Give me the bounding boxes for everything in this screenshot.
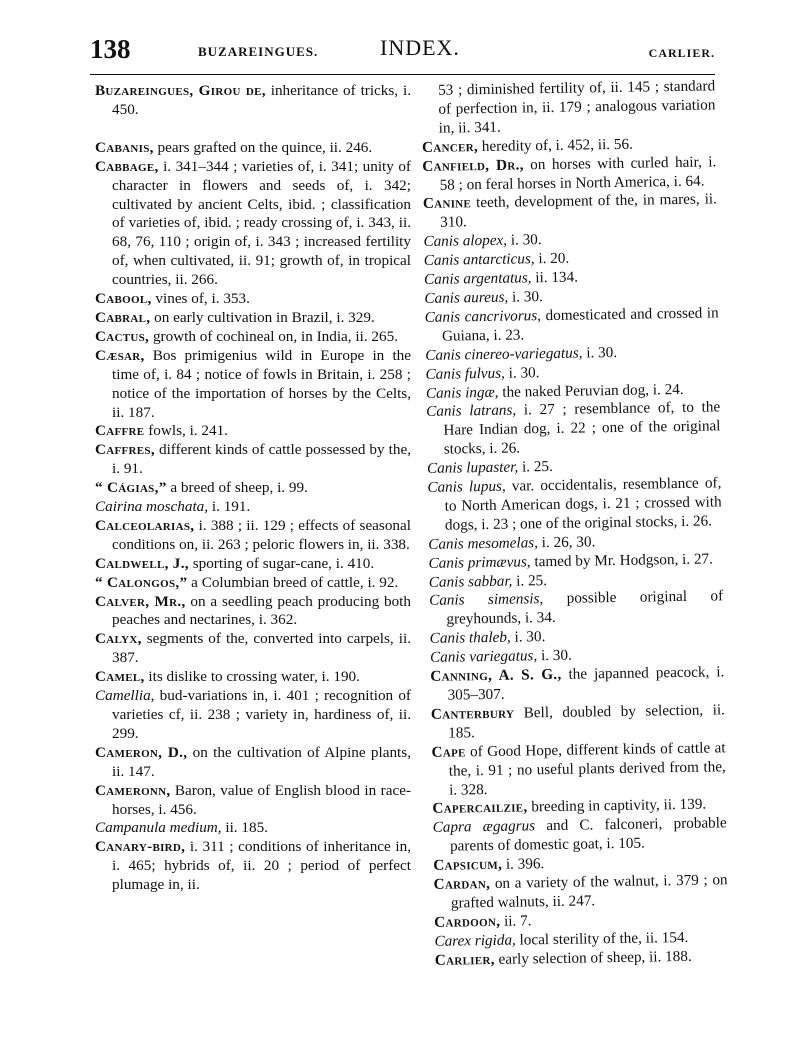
entry-text: local sterility of the, ii. 154. <box>515 928 689 949</box>
index-entry <box>433 871 728 913</box>
entry-headword: Cactus, <box>95 327 150 345</box>
entry-headword: Canis lupaster, <box>426 458 519 478</box>
entry-text: pears grafted on the quince, ii. 246. <box>153 138 373 156</box>
entry-headword: Canis sabbar, <box>428 572 513 591</box>
entry-headword: Cabanis, <box>95 138 154 156</box>
entry-text: inheritance of tricks, i. 450. <box>112 82 411 118</box>
entry-text: on a variety of the walnut, i. 379 ; on grafted walnuts, ii. 247. <box>450 871 728 912</box>
entry-headword: Capsicum, <box>433 855 503 875</box>
entry-text: Bell, doubled by selection, ii. 185. <box>448 701 726 742</box>
entry-headword: Cameron, D., <box>95 743 188 761</box>
index-entry <box>435 947 729 971</box>
entry-text: i. 27 ; resemblance of, to the Hare Indian dog, i. 22 ; one of the original stocks, i. 26. <box>443 398 721 458</box>
entry-headword: Canis ingæ, <box>425 383 499 402</box>
entry-text: i. 30. <box>537 646 572 665</box>
entry-headword: Cameronn, <box>95 781 171 799</box>
index-entry <box>95 82 411 120</box>
entry-headword: Canis fulvus, <box>425 364 506 383</box>
index-entry <box>95 498 411 517</box>
entry-headword: Caldwell, J., <box>95 554 189 572</box>
entry-headword: Canis cancrivorus, <box>424 307 542 326</box>
index-entry <box>95 819 411 838</box>
entry-headword: Canfield, Dr., <box>422 156 524 175</box>
entry-headword: Canis antarcticus, <box>423 250 535 270</box>
entry-text: segments of the, converted into carpels, ii. 387. <box>112 630 411 667</box>
entry-text: i. 25. <box>512 571 548 590</box>
entry-text: on horses with curled hair, i. 58 ; on feral horses in North America, i. 64. <box>439 152 717 194</box>
entry-text: different kinds of cattle possessed by the, i. 91. <box>112 441 411 478</box>
index-entry <box>95 574 411 593</box>
entry-headword: Canis simensis, <box>429 590 544 610</box>
entry-headword: Capercailzie, <box>432 798 528 818</box>
entry-text: domesticated and crossed in Guiana, i. 23. <box>441 304 719 345</box>
index-entry <box>431 701 726 743</box>
entry-headword: Camellia, <box>95 687 155 705</box>
entry-headword: Cardoon, <box>434 912 501 931</box>
entry-text: early selection of sheep, ii. 188. <box>494 947 692 968</box>
entry-text: i. 30. <box>506 231 542 249</box>
entry-text: Bos primigenius wild in Europe in the time of, i. 84 ; notice of fowls in Britain, i. 258 ; notice of the importation of horses by the Celts, ii. 187. <box>112 346 411 421</box>
entry-text: i. 30. <box>508 288 543 306</box>
index-entry <box>95 158 411 290</box>
entry-text: i. 25. <box>518 458 553 476</box>
entry-text: on the cultivation of Alpine plants, ii. 147. <box>112 743 411 780</box>
entry-headword: Cardan, <box>433 875 491 893</box>
index-entry <box>95 593 411 631</box>
index-entry <box>433 815 728 857</box>
entry-headword: Caffre <box>95 422 145 440</box>
entry-headword: Campanula medium, <box>95 819 222 837</box>
page-number: 138 <box>90 34 131 64</box>
index-entry <box>430 663 725 705</box>
index-entry <box>95 290 411 309</box>
entry-headword: Canis lupus, <box>427 477 506 496</box>
entry-text: of Good Hope, different kinds of cattle at the, i. 91 ; no useful plants derived from the, i. 328. <box>448 739 726 799</box>
entry-text: i. 30. <box>504 363 540 382</box>
entry-text: ii. 7. <box>500 912 532 930</box>
entry-text: ii. 134. <box>531 268 579 287</box>
running-head-left: BUZAREINGUES. <box>198 44 319 59</box>
entry-headword: Canis variegatus, <box>429 647 538 667</box>
index-entry <box>95 782 411 820</box>
header-rule <box>90 74 715 75</box>
entry-headword: Cairina moschata, <box>95 498 209 516</box>
index-entry <box>95 744 411 782</box>
entry-headword: Canis argentatus, <box>423 269 532 289</box>
entry-headword: Cabral, <box>95 308 151 326</box>
entry-headword: Canis primævus, <box>428 552 531 572</box>
entry-text: heredity of, i. 452, ii. 56. <box>477 135 633 155</box>
entry-headword: Canine <box>422 194 472 213</box>
entry-headword: Buzareingues, Girou de, <box>95 82 266 99</box>
entry-headword: Canterbury <box>430 704 515 723</box>
entry-headword: Canary-bird, <box>95 838 186 856</box>
entry-headword: Camel, <box>95 668 145 686</box>
entry-headword: Calceolarias, <box>95 516 195 534</box>
entry-text: breeding in captivity, ii. 139. <box>527 796 707 816</box>
index-entry <box>95 441 411 479</box>
entry-headword: Calyx, <box>95 630 142 648</box>
entry-text: tamed by Mr. Hodgson, i. 27. <box>530 550 714 570</box>
entry-text: var. occidentalis, resemblance of, to North American dogs, i. 21 ; crossed with dogs, i. 23 ; one of the original stocks, i. 26. <box>444 474 722 534</box>
index-entry <box>95 838 411 895</box>
index-entry <box>421 77 716 138</box>
entry-text: the japanned peacock, i. 305–307. <box>447 663 725 704</box>
entry-headword: Cabbage, <box>95 157 159 175</box>
entry-text: i. 30. <box>510 628 546 646</box>
entry-text: Baron, value of English blood in race-horses, i. 456. <box>112 781 411 818</box>
entry-headword: Carex rigida, <box>434 931 516 950</box>
entry-headword: “ Cágias,” <box>95 479 167 497</box>
entry-headword: Canis latrans, <box>426 401 517 421</box>
index-entry <box>427 474 722 535</box>
entry-text: a breed of sheep, i. 99. <box>166 479 308 497</box>
entry-text: i. 30. <box>582 343 618 362</box>
index-entry <box>95 630 411 668</box>
entry-text: i. 341–344 ; varieties of, i. 341; unity of character in flowers and seeds of, i. 342; cultivated by ancient Celts, ibid. ; classification of varieties of, ibid. ; ready crossing of, i. 343, ii. 68, 76, 110 ; origin of, i. 343 ; increased fertility of, when cultivated, ii. 91; growth of, in tropical countries, ii. 266. <box>112 157 411 289</box>
index-entry <box>95 347 411 423</box>
index-entry <box>95 328 411 347</box>
entry-text: possible original of greyhounds, i. 34. <box>446 587 724 629</box>
entry-text: teeth, development of the, in mares, ii. 310. <box>440 190 718 232</box>
index-entry <box>426 399 721 460</box>
entry-text: fowls, i. 241. <box>144 422 228 440</box>
entry-headword: Canis thaleb, <box>429 628 511 648</box>
entry-headword: Canning, A. S. G., <box>430 665 562 686</box>
entry-headword: Capra ægagrus <box>432 817 536 837</box>
index-entry <box>95 139 411 158</box>
index-entry <box>95 479 411 498</box>
index-entry <box>95 309 411 328</box>
entry-headword: Cæsar, <box>95 346 145 364</box>
index-entry <box>429 588 724 630</box>
index-entry <box>431 739 726 800</box>
running-head-right: CARLIER. <box>648 46 715 60</box>
entry-headword: Canis aureus, <box>424 288 509 307</box>
entry-text: i. 191. <box>208 498 251 516</box>
index-entry <box>95 517 411 555</box>
entry-text: ii. 185. <box>221 819 268 837</box>
index-entry <box>95 422 411 441</box>
entry-text: i. 311 ; conditions of inheritance in, i. 465; hybrids of, ii. 20 ; period of perfect plumage in, ii. <box>112 838 411 894</box>
entry-text: i. 396. <box>501 855 545 873</box>
entry-text: 53 ; diminished fertility of, ii. 145 ; standard of perfection in, ii. 179 ; analogous variation in, ii. 341. <box>437 77 716 137</box>
entry-headword: Canis mesomelas, <box>428 533 539 553</box>
index-column-right <box>421 77 729 970</box>
entry-headword: “ Calongos,” <box>95 573 188 591</box>
entry-headword: Calver, Mr., <box>95 592 186 610</box>
index-entry <box>422 153 717 195</box>
index-entry <box>95 687 411 744</box>
entry-headword: Cancer, <box>421 137 479 156</box>
entry-text: i. 20. <box>534 249 570 268</box>
page-title: INDEX. <box>380 35 460 60</box>
entry-text: vines of, i. 353. <box>151 290 250 308</box>
entry-text: growth of cochineal on, in India, ii. 265. <box>149 327 399 345</box>
entry-headword: Carlier, <box>434 950 495 969</box>
entry-text: sporting of sugar-cane, i. 410. <box>188 554 375 572</box>
entry-text: i. 388 ; ii. 129 ; effects of seasonal conditions on, ii. 263 ; peloric flowers in, ii. 338. <box>112 516 411 553</box>
entry-text: on a seedling peach producing both peaches and nectarines, i. 362. <box>112 592 411 629</box>
entry-text: the naked Peruvian dog, i. 24. <box>498 380 684 401</box>
entry-headword: Canis alopex, <box>423 231 508 251</box>
index-entry <box>95 668 411 687</box>
index-entry <box>423 191 718 233</box>
index-entry <box>95 555 411 574</box>
entry-headword: Cape <box>431 743 466 761</box>
index-column-left <box>95 82 411 895</box>
page-header <box>90 34 715 74</box>
index-entry <box>425 304 720 346</box>
entry-text: bud-variations in, i. 401 ; recognition of varieties cf, ii. 238 ; variety in, hardiness of, ii. 299. <box>112 687 411 742</box>
entry-text: on early cultivation in Brazil, i. 329. <box>150 308 375 326</box>
entry-headword: Canis cinereo-variegatus, <box>425 344 583 364</box>
entry-headword: Caffres, <box>95 441 155 459</box>
entry-text: i. 26, 30. <box>537 533 596 551</box>
entry-text: and C. falconeri, probable parents of domestic goat, i. 105. <box>449 814 727 855</box>
entry-text: a Columbian breed of cattle, i. 92. <box>187 573 399 591</box>
entry-text: its dislike to crossing water, i. 190. <box>144 668 360 686</box>
entry-headword: Cabool, <box>95 290 152 308</box>
